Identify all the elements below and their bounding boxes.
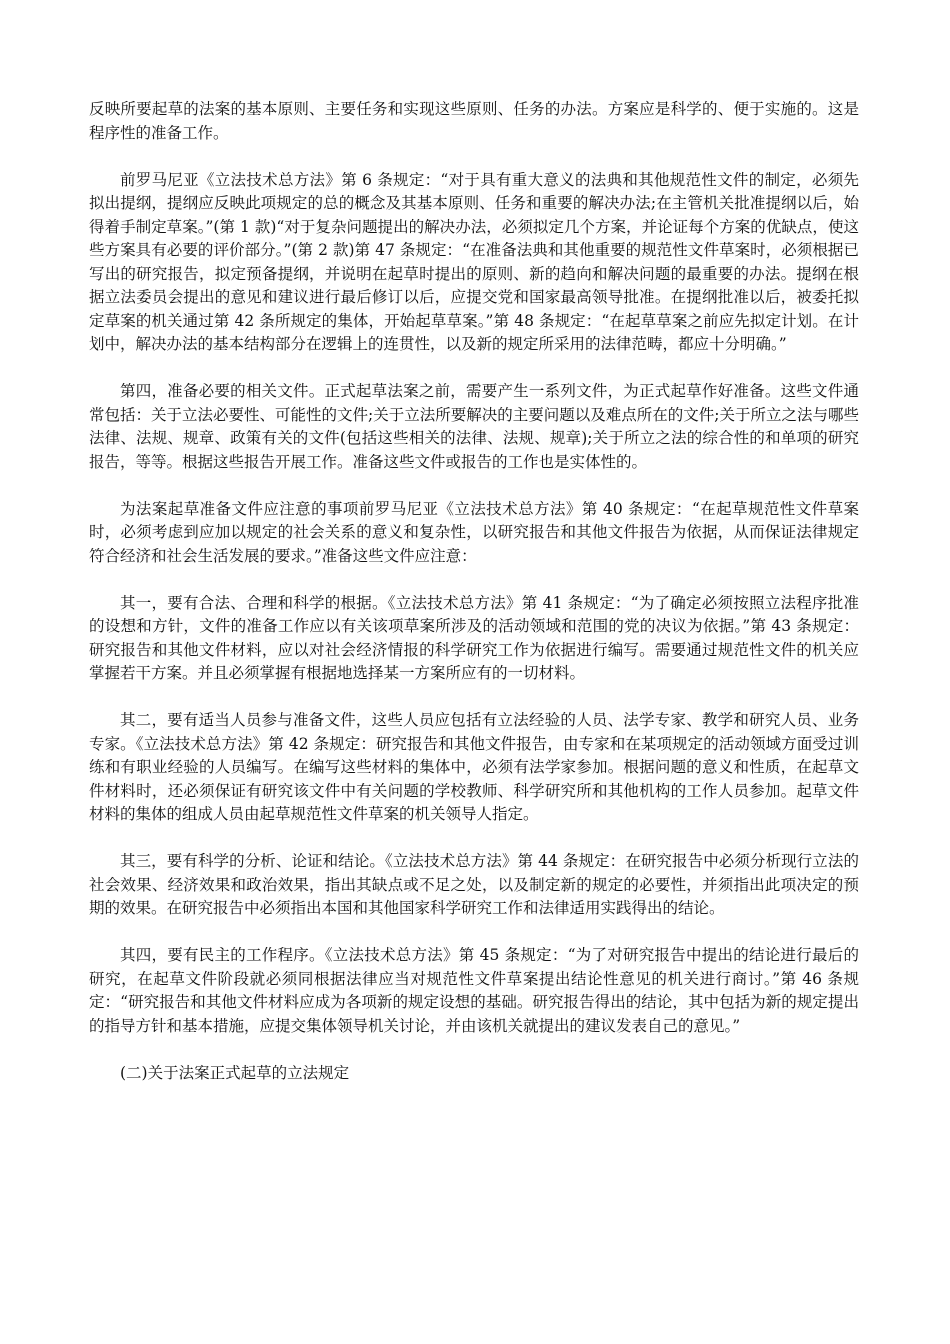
section-heading: (二)关于法案正式起草的立法规定: [120, 1063, 350, 1082]
paragraph-point-three: 其三，要有科学的分析、论证和结论。《立法技术总方法》第 44 条规定：在研究报告中必须分析现行立法的社会效果、经济效果和政治效果，指出其缺点或不足之处，以及制定新的规定的必要性，并须指出此项决定的预期的效果。在研究报告中必须指出本国和其他国家科学研究工作和法律适用实践得出的结论。: [89, 852, 859, 917]
paragraph-romania-article-6: 前罗马尼亚《立法技术总方法》第 6 条规定：“对于具有重大意义的法典和其他规范性文件的制定，必须先拟出提纲，提纲应反映此项规定的总的概念及其基本原则、任务和重要的解决办法;在主管机关批准提纲以后，始得着手制定草案。”(第 1 款)“对于复杂问题提出的解决办法，必须拟定几个方案，并论证每个方案的优缺点，使这些方案具有必要的评价部分。”(第 2 款)第 47 条规定：“在准备法典和其他重要的规范性文件草案时，必须根据已写出的研究报告，拟定预备提纲，并说明在起草时提出的原则、新的趋向和解决问题的最重要的办法。提纲在根据立法委员会提出的意见和建议进行最后修订以后，应提交党和国家最高领导批准。在提纲批准以后，被委托拟定草案的机关通过第 42 条所规定的集体，开始起草草案。”第 48 条规定：“在起草草案之前应先拟定计划。在计划中，解决办法的基本结构部分在逻辑上的连贯性，以及新的规定所采用的法律范畴，都应十分明确。”: [89, 170, 859, 353]
paragraph-article-40: 为法案起草准备文件应注意的事项前罗马尼亚《立法技术总方法》第 40 条规定：“在起草规范性文件草案时，必须考虑到应加以规定的社会关系的意义和复杂性，以研究报告和其他文件报告为依据，从而保证法律规定符合经济和社会生活发展的要求。”准备这些文件应注意：: [89, 499, 859, 565]
document-page: [89, 98, 859, 1109]
paragraph-continuation: 反映所要起草的法案的基本原则、主要任务和实现这些原则、任务的办法。方案应是科学的、便于实施的。这是程序性的准备工作。: [89, 100, 859, 142]
paragraph-point-two: 其二，要有适当人员参与准备文件，这些人员应包括有立法经验的人员、法学专家、教学和研究人员、业务专家。《立法技术总方法》第 42 条规定：研究报告和其他文件报告，由专家和在某项规定的活动领域方面受过训练和有职业经验的人员编写。在编写这些材料的集体中，必须有法学家参加。根据问题的意义和性质，在起草文件材料时，还必须保证有研究该文件中有关问题的学校教师、科学研究所和其他机构的工作人员参加。起草文件材料的集体的组成人员由起草规范性文件草案的机关领导人指定。: [89, 711, 859, 823]
paragraph-fourth-prepare-documents: 第四，准备必要的相关文件。正式起草法案之前，需要产生一系列文件，为正式起草作好准备。这些文件通常包括：关于立法必要性、可能性的文件;关于立法所要解决的主要问题以及难点所在的文件;关于所立之法与哪些法律、法规、规章、政策有关的文件(包括这些相关的法律、法规、规章);关于所立之法的综合性的和单项的研究报告，等等。根据这些报告开展工作。准备这些文件或报告的工作也是实体性的。: [89, 382, 859, 471]
paragraph-point-four: 其四，要有民主的工作程序。《立法技术总方法》第 45 条规定：“为了对研究报告中提出的结论进行最后的研究，在起草文件阶段就必须同根据法律应当对规范性文件草案提出结论性意见的机关进行商讨。”第 46 条规定：“研究报告和其他文件材料应成为各项新的规定设想的基础。研究报告得出的结论，其中包括为新的规定提出的指导方针和基本措施，应提交集体领导机关讨论，并由该机关就提出的建议发表自己的意见。”: [89, 946, 859, 1035]
paragraph-point-one: 其一，要有合法、合理和科学的根据。《立法技术总方法》第 41 条规定：“为了确定必须按照立法程序批准的设想和方针，文件的准备工作应以有关该项草案所涉及的活动领域和范围的党的决议为依据。”第 43 条规定：研究报告和其他文件材料，应以对社会经济情报的科学研究工作为依据进行编写。需要通过规范性文件的机关应掌握若干方案。并且必须掌握有根据地选择某一方案所应有的一切材料。: [89, 593, 859, 682]
